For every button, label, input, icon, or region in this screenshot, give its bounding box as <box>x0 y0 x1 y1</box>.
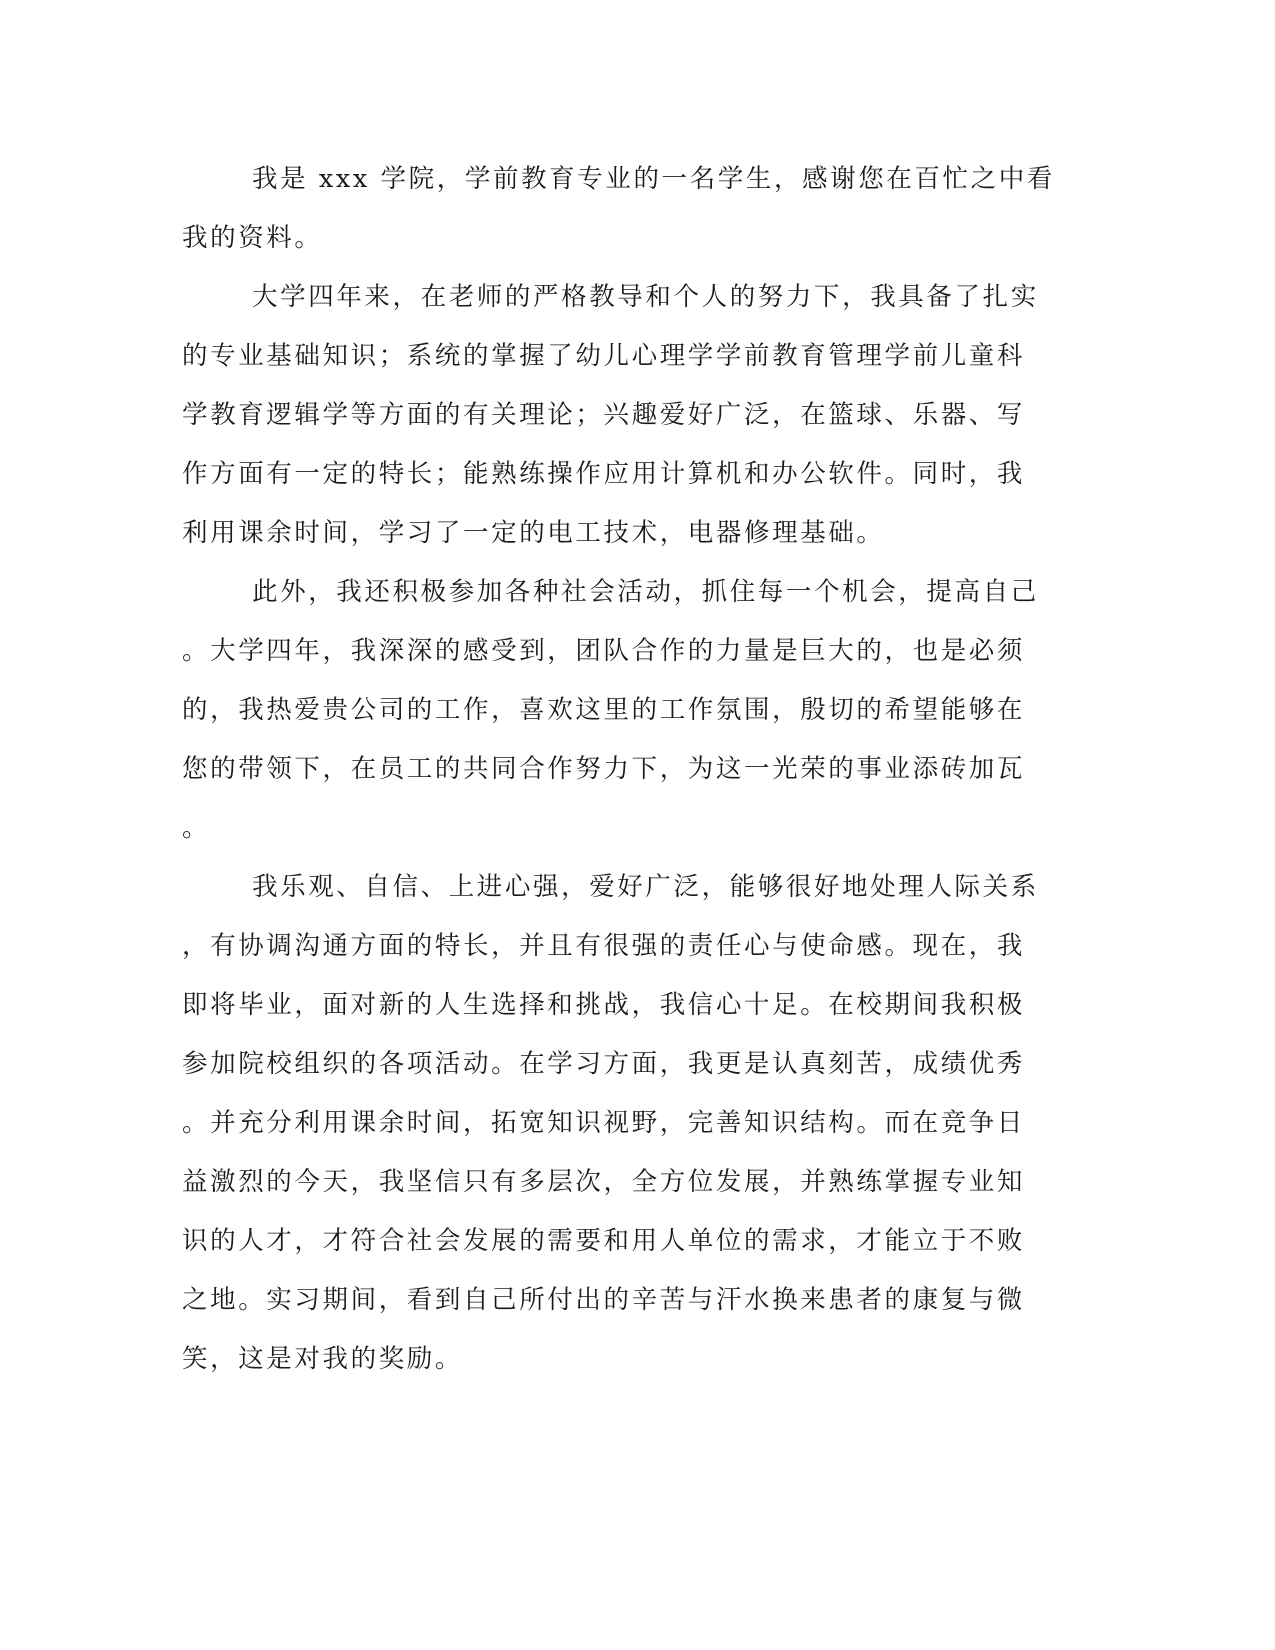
text-line: 我是 xxx 学院，学前教育专业的一名学生，感谢您在百忙之中看 <box>252 164 1055 194</box>
text-line: 。大学四年，我深深的感受到，团队合作的力量是巨大的，也是必须 <box>182 636 1026 666</box>
text-line: 即将毕业，面对新的人生选择和挑战，我信心十足。在校期间我积极 <box>182 990 1026 1020</box>
text-line: 。 <box>182 813 211 843</box>
text-line: 。并充分利用课余时间，拓宽知识视野，完善知识结构。而在竞争日 <box>182 1108 1026 1138</box>
paragraph-personality <box>182 858 1042 1389</box>
document-body <box>182 150 1055 1389</box>
text-line: 的，我热爱贵公司的工作，喜欢这里的工作氛围，殷切的希望能够在 <box>182 695 1026 725</box>
text-line: 我乐观、自信、上进心强，爱好广泛，能够很好地处理人际关系 <box>252 872 1039 902</box>
text-line: 识的人才，才符合社会发展的需要和用人单位的需求，才能立于不败 <box>182 1226 1026 1256</box>
text-line: 学教育逻辑学等方面的有关理论；兴趣爱好广泛，在篮球、乐器、写 <box>182 400 1026 430</box>
text-line: 您的带领下，在员工的共同合作努力下，为这一光荣的事业添砖加瓦 <box>182 754 1026 784</box>
paragraph-introduction <box>182 150 1055 268</box>
text-line: 我的资料。 <box>182 223 323 253</box>
paragraph-education <box>182 268 1042 563</box>
text-line: 之地。实习期间，看到自己所付出的辛苦与汗水换来患者的康复与微 <box>182 1285 1026 1315</box>
text-line: 此外，我还积极参加各种社会活动，抓住每一个机会，提高自己 <box>252 577 1039 607</box>
text-line: ，有协调沟通方面的特长，并且有很强的责任心与使命感。现在，我 <box>182 931 1026 961</box>
text-line: 参加院校组织的各项活动。在学习方面，我更是认真刻苦，成绩优秀 <box>182 1049 1026 1079</box>
text-line: 的专业基础知识；系统的掌握了幼儿心理学学前教育管理学前儿童科 <box>182 341 1026 371</box>
paragraph-activities <box>182 563 1042 858</box>
text-line: 笑，这是对我的奖励。 <box>182 1344 464 1374</box>
text-line: 益激烈的今天，我坚信只有多层次，全方位发展，并熟练掌握专业知 <box>182 1167 1026 1197</box>
text-line: 作方面有一定的特长；能熟练操作应用计算机和办公软件。同时，我 <box>182 459 1026 489</box>
text-line: 利用课余时间，学习了一定的电工技术，电器修理基础。 <box>182 518 885 548</box>
text-line: 大学四年来，在老师的严格教导和个人的努力下，我具备了扎实 <box>252 282 1039 312</box>
